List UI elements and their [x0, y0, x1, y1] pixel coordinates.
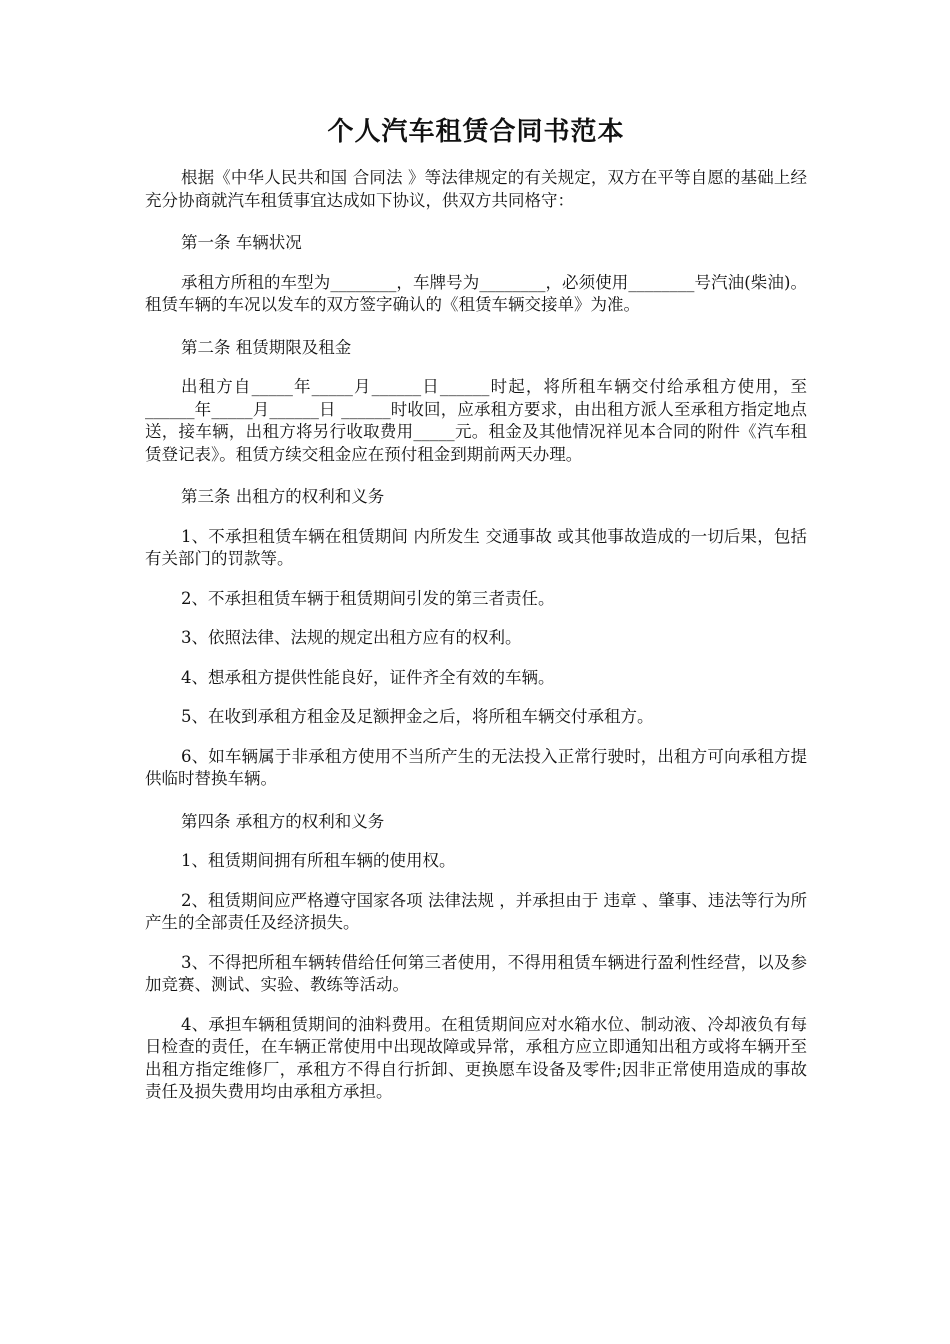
article-2-paragraph: 出租方自_____年_____月______日______时起，将所租车辆交付给承租方使用，至______年_____月______日 ______时收回，应承租方要求，由出租方派人至承租方指定地点送，接车辆，出租方将另行收取费用_____元。租金及其他情况祥见本合同的附件《汽车租赁登记表》。租赁方续交租金应在预付租金到期前两天办理。	[145, 377, 807, 464]
preamble-paragraph: 根据《中华人民共和国 合同法 》等法律规定的有关规定，双方在平等自愿的基础上经充分协商就汽车租赁事宜达成如下协议，供双方共同格守：	[145, 168, 807, 210]
document-page	[145, 0, 807, 1104]
article-4-item-2: 2、租赁期间应严格遵守国家各项 法律法规 ，并承担由于 违章 、肇事、违法等行为所产生的全部责任及经济损失。	[145, 890, 807, 932]
article-4-item-4: 4、承担车辆租赁期间的油料费用。在租赁期间应对水箱水位、制动液、冷却液负有每日检查的责任，在车辆正常使用中出现故障或异常，承租方应立即通知出租方或将车辆开至出租方指定维修厂，承租方不得自行折卸、更换愿车设备及零件;因非正常使用造成的事故责任及损失费用均由承租方承担。	[145, 1014, 807, 1101]
article-3-item-5: 5、在收到承租方租金及足额押金之后，将所租车辆交付承租方。	[181, 707, 654, 726]
article-3-item-1: 1、不承担租赁车辆在租赁期间 内所发生 交通事故 或其他事故造成的一切后果，包括有关部门的罚款等。	[145, 526, 807, 568]
article-1-paragraph: 承租方所租的车型为________，车牌号为________，必须使用________号汽油(柴油)。租赁车辆的车况以发车的双方签字确认的《租赁车辆交接单》为准。	[145, 272, 807, 314]
article-3-item-4: 4、想承租方提供性能良好，证件齐全有效的车辆。	[181, 667, 555, 687]
article-4-heading: 第四条 承租方的权利和义务	[181, 811, 385, 831]
article-3-item-6: 6、如车辆属于非承租方使用不当所产生的无法投入正常行驶时，出租方可向承租方提供临时替换车辆。	[145, 746, 807, 788]
article-1-heading: 第一条 车辆状况	[181, 233, 302, 252]
document-title: 个人汽车租赁合同书范本	[327, 117, 625, 147]
article-2-heading: 第二条 租赁期限及租金	[181, 337, 352, 357]
article-4-item-3: 3、不得把所租车辆转借给任何第三者使用，不得用租赁车辆进行盈利性经营，以及参加竞赛、测试、实验、教练等活动。	[145, 952, 807, 994]
article-3-item-2: 2、不承担租赁车辆于租赁期间引发的第三者责任。	[181, 588, 555, 608]
article-3-heading: 第三条 出租方的权利和义务	[181, 487, 385, 506]
article-4-item-1: 1、租赁期间拥有所租车辆的使用权。	[181, 851, 456, 870]
article-3-item-3: 3、依照法律、法规的规定出租方应有的权利。	[181, 628, 522, 647]
